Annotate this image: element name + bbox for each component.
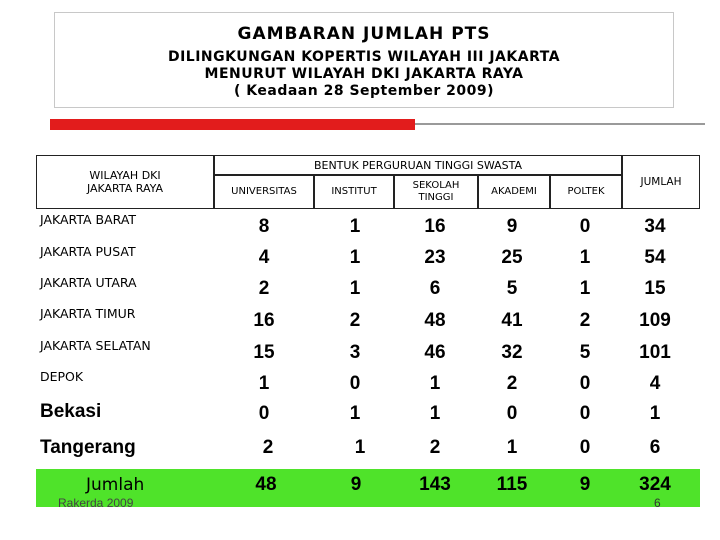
slide-subtitle-line3: ( Keadaan 28 September 2009) [234, 83, 494, 99]
cell-value: 5 [506, 278, 518, 299]
cell-value: 0 [258, 403, 270, 424]
cell-value: 1 [579, 278, 591, 299]
cell-value: 4 [649, 373, 661, 394]
cell-value: 101 [639, 342, 671, 363]
cell-value: 9 [506, 216, 518, 237]
cell-value: 2 [262, 437, 274, 458]
row-label-bekasi: Bekasi [40, 401, 102, 422]
corner-header-line2: JAKARTA RAYA [86, 182, 164, 195]
cell-value: 1 [349, 247, 361, 268]
cell-value: 15 [253, 342, 275, 363]
cell-value: 1 [506, 437, 518, 458]
cell-value: 0 [579, 373, 591, 394]
cell-value: 1 [429, 403, 441, 424]
cell-value: 3 [349, 342, 361, 363]
total-row-label: Jumlah [86, 475, 145, 495]
column-header-universitas: UNIVERSITAS [214, 175, 314, 209]
slide-subtitle-line1: DILINGKUNGAN KOPERTIS WILAYAH III JAKARTA [167, 49, 561, 65]
total-value: 143 [419, 474, 451, 495]
cell-value: 1 [349, 403, 361, 424]
cell-value: 54 [644, 247, 666, 268]
cell-value: 8 [258, 216, 270, 237]
row-label-depok: DEPOK [40, 369, 84, 384]
row-label-jakarta-pusat: JAKARTA PUSAT [40, 244, 136, 259]
cell-value: 1 [429, 373, 441, 394]
cell-value: 6 [649, 437, 661, 458]
cell-value: 2 [258, 278, 270, 299]
row-label-jakarta-utara: JAKARTA UTARA [40, 275, 137, 290]
cell-value: 1 [579, 247, 591, 268]
cell-value: 41 [501, 310, 523, 331]
cell-value: 0 [579, 403, 591, 424]
row-label-tangerang: Tangerang [40, 437, 136, 458]
row-label-jakarta-selatan: JAKARTA SELATAN [40, 338, 151, 353]
cell-value: 0 [579, 437, 591, 458]
total-value: 9 [579, 474, 591, 495]
total-value: 48 [255, 474, 277, 495]
group-header: BENTUK PERGURUAN TINGGI SWASTA [214, 155, 622, 175]
page-number: 6 [654, 496, 661, 510]
slide-subtitle-line2: MENURUT WILAYAH DKI JAKARTA RAYA [204, 66, 524, 82]
cell-value: 32 [501, 342, 523, 363]
footer-note: Rakerda 2009 [58, 496, 134, 510]
cell-value: 0 [579, 216, 591, 237]
column-header-akademi: AKADEMI [478, 175, 550, 209]
cell-value: 16 [253, 310, 275, 331]
total-value: 9 [350, 474, 362, 495]
cell-value: 1 [349, 278, 361, 299]
corner-header-line1: WILAYAH DKI [89, 169, 161, 182]
cell-value: 2 [349, 310, 361, 331]
cell-value: 6 [429, 278, 441, 299]
cell-value: 0 [349, 373, 361, 394]
cell-value: 16 [424, 216, 446, 237]
cell-value: 46 [424, 342, 446, 363]
decorative-red-bar [50, 119, 415, 130]
cell-value: 25 [501, 247, 523, 268]
column-header-poltek: POLTEK [550, 175, 622, 209]
column-header-institut: INSTITUT [314, 175, 394, 209]
pts-table [36, 155, 700, 510]
total-value: 115 [496, 474, 528, 495]
cell-value: 1 [354, 437, 366, 458]
cell-value: 0 [506, 403, 518, 424]
cell-value: 2 [429, 437, 441, 458]
cell-value: 1 [349, 216, 361, 237]
cell-value: 2 [506, 373, 518, 394]
cell-value: 109 [639, 310, 671, 331]
cell-value: 48 [424, 310, 446, 331]
title-box [54, 12, 674, 108]
corner-header [36, 155, 214, 209]
column-header-sekolah-tinggi: SEKOLAH TINGGI [394, 175, 478, 209]
cell-value: 23 [424, 247, 446, 268]
cell-value: 15 [644, 278, 666, 299]
column-header-jumlah: JUMLAH [622, 155, 700, 209]
row-label-jakarta-barat: JAKARTA BARAT [40, 212, 137, 227]
row-label-jakarta-timur: JAKARTA TIMUR [40, 306, 136, 321]
slide-title: GAMBARAN JUMLAH PTS [237, 24, 491, 44]
cell-value: 1 [649, 403, 661, 424]
cell-value: 1 [258, 373, 270, 394]
cell-value: 34 [644, 216, 666, 237]
total-value: 324 [639, 474, 671, 495]
cell-value: 5 [579, 342, 591, 363]
cell-value: 2 [579, 310, 591, 331]
cell-value: 4 [258, 247, 270, 268]
